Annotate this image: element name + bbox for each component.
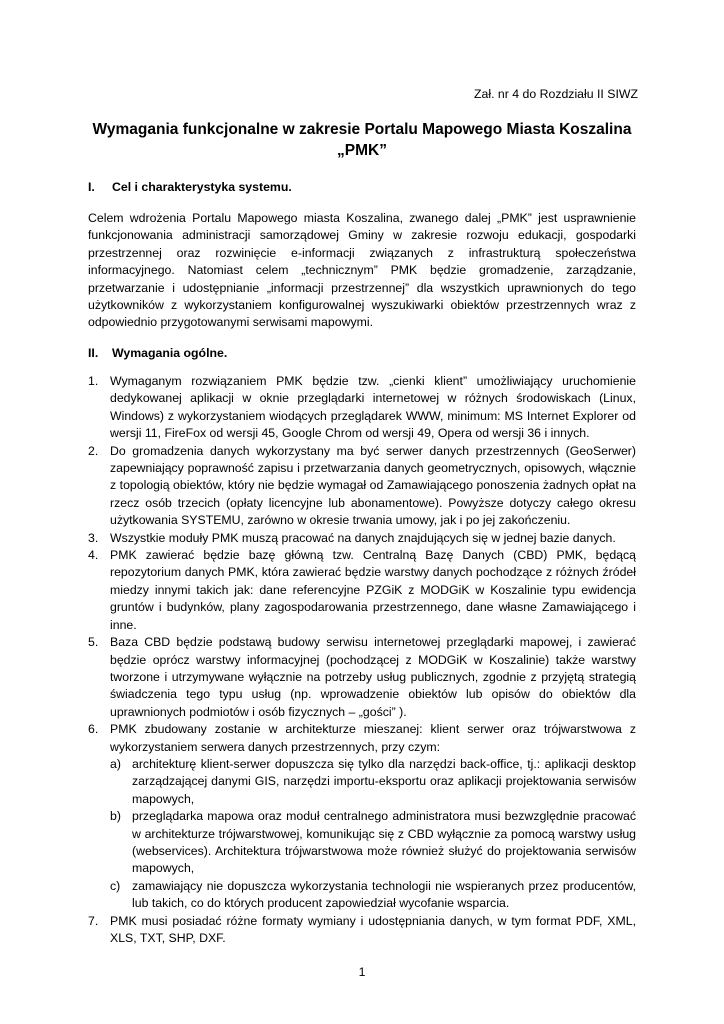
sub-list [110, 756, 636, 913]
section-2-heading [88, 346, 227, 360]
list-item: 4. PMK zawierać będzie bazę główną tzw. Centralną Bazę Danych (CBD) PMK, będącą repozytorium danych PMK, która zawierać będzie warstwy danych pochodzące z różnych źródeł miedzy innymi takich jak: dane referencyjne PZGiK z MODGiK w Koszalinie typu ewidencja gruntów i budynków, plany zagospodarowania przestrzennego, dane własne Zamawiającego i inne. [88, 548, 636, 632]
sub-list-item: b) przeglądarka mapowa oraz moduł centralnego administratora musi bezwzględnie pracować w architekturze trójwarstwowej, komunikując się z CBD wyłącznie za pomocą warstwy usług (webservices). Architektura trójwarstwowa może również służyć do projektowania serwisów mapowych, [110, 809, 636, 876]
section-2-title: Wymagania ogólne. [112, 346, 228, 360]
list-item: 1. Wymaganym rozwiązaniem PMK będzie tzw. „cienki klient” umożliwiający uruchomienie dedykowanej aplikacji w oknie przeglądarki internetowej w różnych środowiskach (Linux, Windows) z wykorzystaniem wiodących przeglądarek WWW, minimum: MS Internet Explorer od wersji 11, FireFox od wersji 45, Google Chrom od wersji 49, Opera od wersji 36 i innych. [88, 374, 636, 441]
title-line-2: „PMK” [337, 142, 387, 159]
title-line-1: Wymagania funkcjonalne w zakresie Portalu Mapowego Miasta Koszalina [92, 121, 632, 138]
page-number: 1 [358, 965, 366, 979]
document-title [88, 119, 636, 161]
list-item: 2. Do gromadzenia danych wykorzystany ma być serwer danych przestrzennych (GeoSerwer) zapewniający poprawność zapisu i przetwarzania danych geometrycznych, opisowych, włącznie z topologią obiektów, który nie będzie wymagał od Zamawiającego ponoszenia żadnych opłat na rzecz osób trzecich (opłaty licencyjne lub abonamentowe). Powyższe dotyczy całego okresu użytkowania SYSTEMU, zarówno w okresie trwania umowy, jak i po jej zakończeniu. [88, 443, 636, 528]
section-1-title: Cel i charakterystyka systemu. [112, 180, 292, 194]
attachment-note: Zał. nr 4 do Rozdziału II SIWZ [473, 87, 638, 101]
list-item: 5. Baza CBD będzie podstawą budowy serwisu internetowej przeglądarki mapowej, i zawierać będzie oprócz warstwy informacyjnej (pochodzącej z MODGiK w Koszalinie) także warstwy tworzone i utrzymywane wyłącznie na potrzeby usług publicznych, zgodnie z przyjętą strategią świadczenia tego typu usług (np. wprowadzenie obiektów lub opisów do obiektów dla uprawnionych podmiotów i osób fizycznych – „gości” ). [88, 635, 636, 719]
sub-list-item: c) zamawiający nie dopuszcza wykorzystania technologii nie wspieranych przez producentów, lub takich, co do których producent zapowiedział wycofanie wsparcia. [110, 878, 636, 911]
section-1-heading [88, 180, 292, 194]
sub-list-item: a) architekturę klient-serwer dopuszcza się tylko dla narzędzi back-office, tj.: aplikacji desktop zarządzającej danymi GIS, narzędzi importu-eksportu oraz aplikacji projektowania serwisów mapowych, [110, 756, 636, 806]
section-2-number: II. [88, 346, 99, 360]
list-item: 3. Wszystkie moduły PMK muszą pracować na danych znajdujących się w jednej bazie danych. [88, 530, 616, 545]
section-1-number: I. [88, 180, 95, 194]
list-item: 6. PMK zbudowany zostanie w architekturze mieszanej: klient serwer oraz trójwarstwowa z wykorzystaniem serwera danych przestrzennych, przy czym: a) architekturę klient-serwer dopuszcza się tylko dla narzędzi back-office, tj.: aplikacji desktop zarządzającej danymi GIS, narzędzi importu-eksportu oraz aplikacji projektowania serwisów mapowych, b) przeglądarka mapowa oraz moduł centralnego administratora musi bezwzględnie pracować w architekturze trójwarstwowej, komunikując się z CBD wyłącznie za pomocą warstwy usług (webservices). Architektura trójwarstwowa może również służyć do projektowania serwisów mapowych, c) zamawiający nie dopuszcza wykorzystania technologii nie wspieranych przez producentów, lub takich, co do których producent zapowiedział wycofanie wsparcia. [88, 721, 636, 912]
requirements-list [88, 373, 636, 947]
list-item: 7. PMK musi posiadać różne formaty wymiany i udostępniania danych, w tym format PDF, XML, XLS, TXT, SHP, DXF. [88, 913, 636, 945]
section-1-paragraph: Celem wdrożenia Portalu Mapowego miasta Koszalina, zwanego dalej „PMK” jest usprawnienie funkcjonowania administracji samorządowej Gminy w zakresie rozwoju edukacji, gospodarki przestrzennej oraz rozwinięcie e-informacji związanych z infrastrukturą społeczeństwa informacyjnego. Natomiast celem „technicznym” PMK będzie gromadzenie, zarządzanie, przetwarzanie i udostępnianie „informacji przestrzennej” dla wszystkich uprawnionych do tego użytkowników z wykorzystaniem konfigurowalnej wyszukiwarki obiektów przestrzennych wraz z odpowiednio przygotowanymi serwisami mapowymi. [88, 211, 636, 330]
